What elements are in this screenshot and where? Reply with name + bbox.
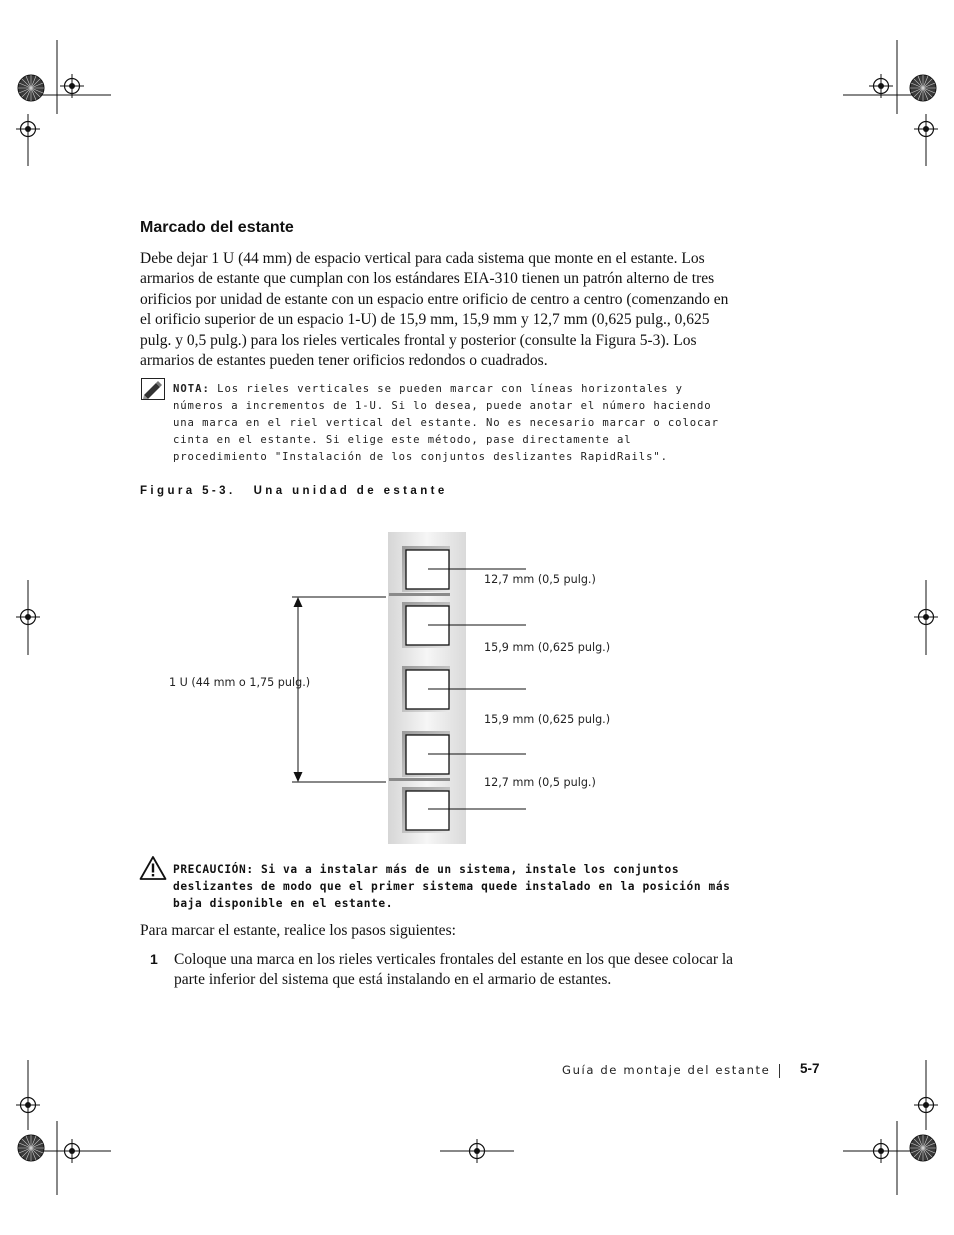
figure-title: Una unidad de estante [253, 485, 448, 497]
step-text: Coloque una marca en los rieles verticales frontales del estante en los que desee colocar la parte inferior del sistema que está instalando en el armario de estantes. [174, 951, 734, 988]
rack-unit-figure [0, 530, 954, 850]
spacing-label: 12,7 mm (0,5 pulg.) [484, 776, 596, 789]
unit-divider-bottom [389, 778, 450, 781]
caution-text: Si va a instalar más de un sistema, instale los conjuntos deslizantes de modo que el primer sistema quede instalado en la posición más baja disponible en el estante. [173, 863, 731, 910]
unit-height-label: 1 U (44 mm o 1,75 pulg.) [169, 676, 311, 689]
rack-diagram [0, 530, 954, 850]
note-block [173, 381, 733, 466]
spacing-label: 12,7 mm (0,5 pulg.) [484, 573, 596, 586]
figure-number: Figura 5-3. [140, 485, 236, 497]
section-heading: Marcado del estante [140, 219, 294, 236]
spacing-label: 15,9 mm (0,625 pulg.) [484, 713, 611, 726]
figure-caption [140, 485, 448, 497]
unit-divider-top [389, 593, 450, 596]
pencil-note-icon [141, 378, 165, 400]
steps-intro: Para marcar el estante, realice los pasos siguientes: [140, 922, 456, 939]
rack-hole [402, 787, 450, 833]
footer-separator [779, 1064, 780, 1078]
footer-title: Guía de montaje del estante [562, 1063, 771, 1077]
warning-triangle-icon [139, 855, 167, 881]
page-number: 5-7 [800, 1061, 820, 1076]
spacing-label: 15,9 mm (0,625 pulg.) [484, 641, 611, 654]
caution-block [173, 861, 733, 912]
note-text: Los rieles verticales se pueden marcar con líneas horizontales y números a incrementos de 1-U. Si lo desea, puede anotar el número haciendo una marca en el riel vertical del estante. No es necesario marcar o colocar cinta en el estante. Si elige este método, pase directamente al procedimiento "Instalación de los conjuntos deslizantes RapidRails". [173, 383, 719, 463]
body-paragraph: Debe dejar 1 U (44 mm) de espacio vertical para cada sistema que monte en el estante. Los armarios de estante que cumplan con los estándares EIA-310 tienen un patrón alterno de tres orificios por unidad de estante con un espacio entre orificio de centro a centro (comenzando en el orificio superior de un espacio 1-U) de 15,9 mm, 15,9 mm y 12,7 mm (0,625 pulg., 0,625 pulg. y 0,5 pulg.) para los rieles verticales frontal y posterior (consulte la Figura 5-3). Los armarios de estantes pueden tener orificios redondos o cuadrados. [140, 250, 729, 370]
note-label: NOTA: [173, 383, 210, 395]
step-number: 1 [150, 951, 158, 967]
unit-dimension [292, 597, 386, 782]
caution-label: PRECAUCIÓN: [173, 863, 254, 876]
